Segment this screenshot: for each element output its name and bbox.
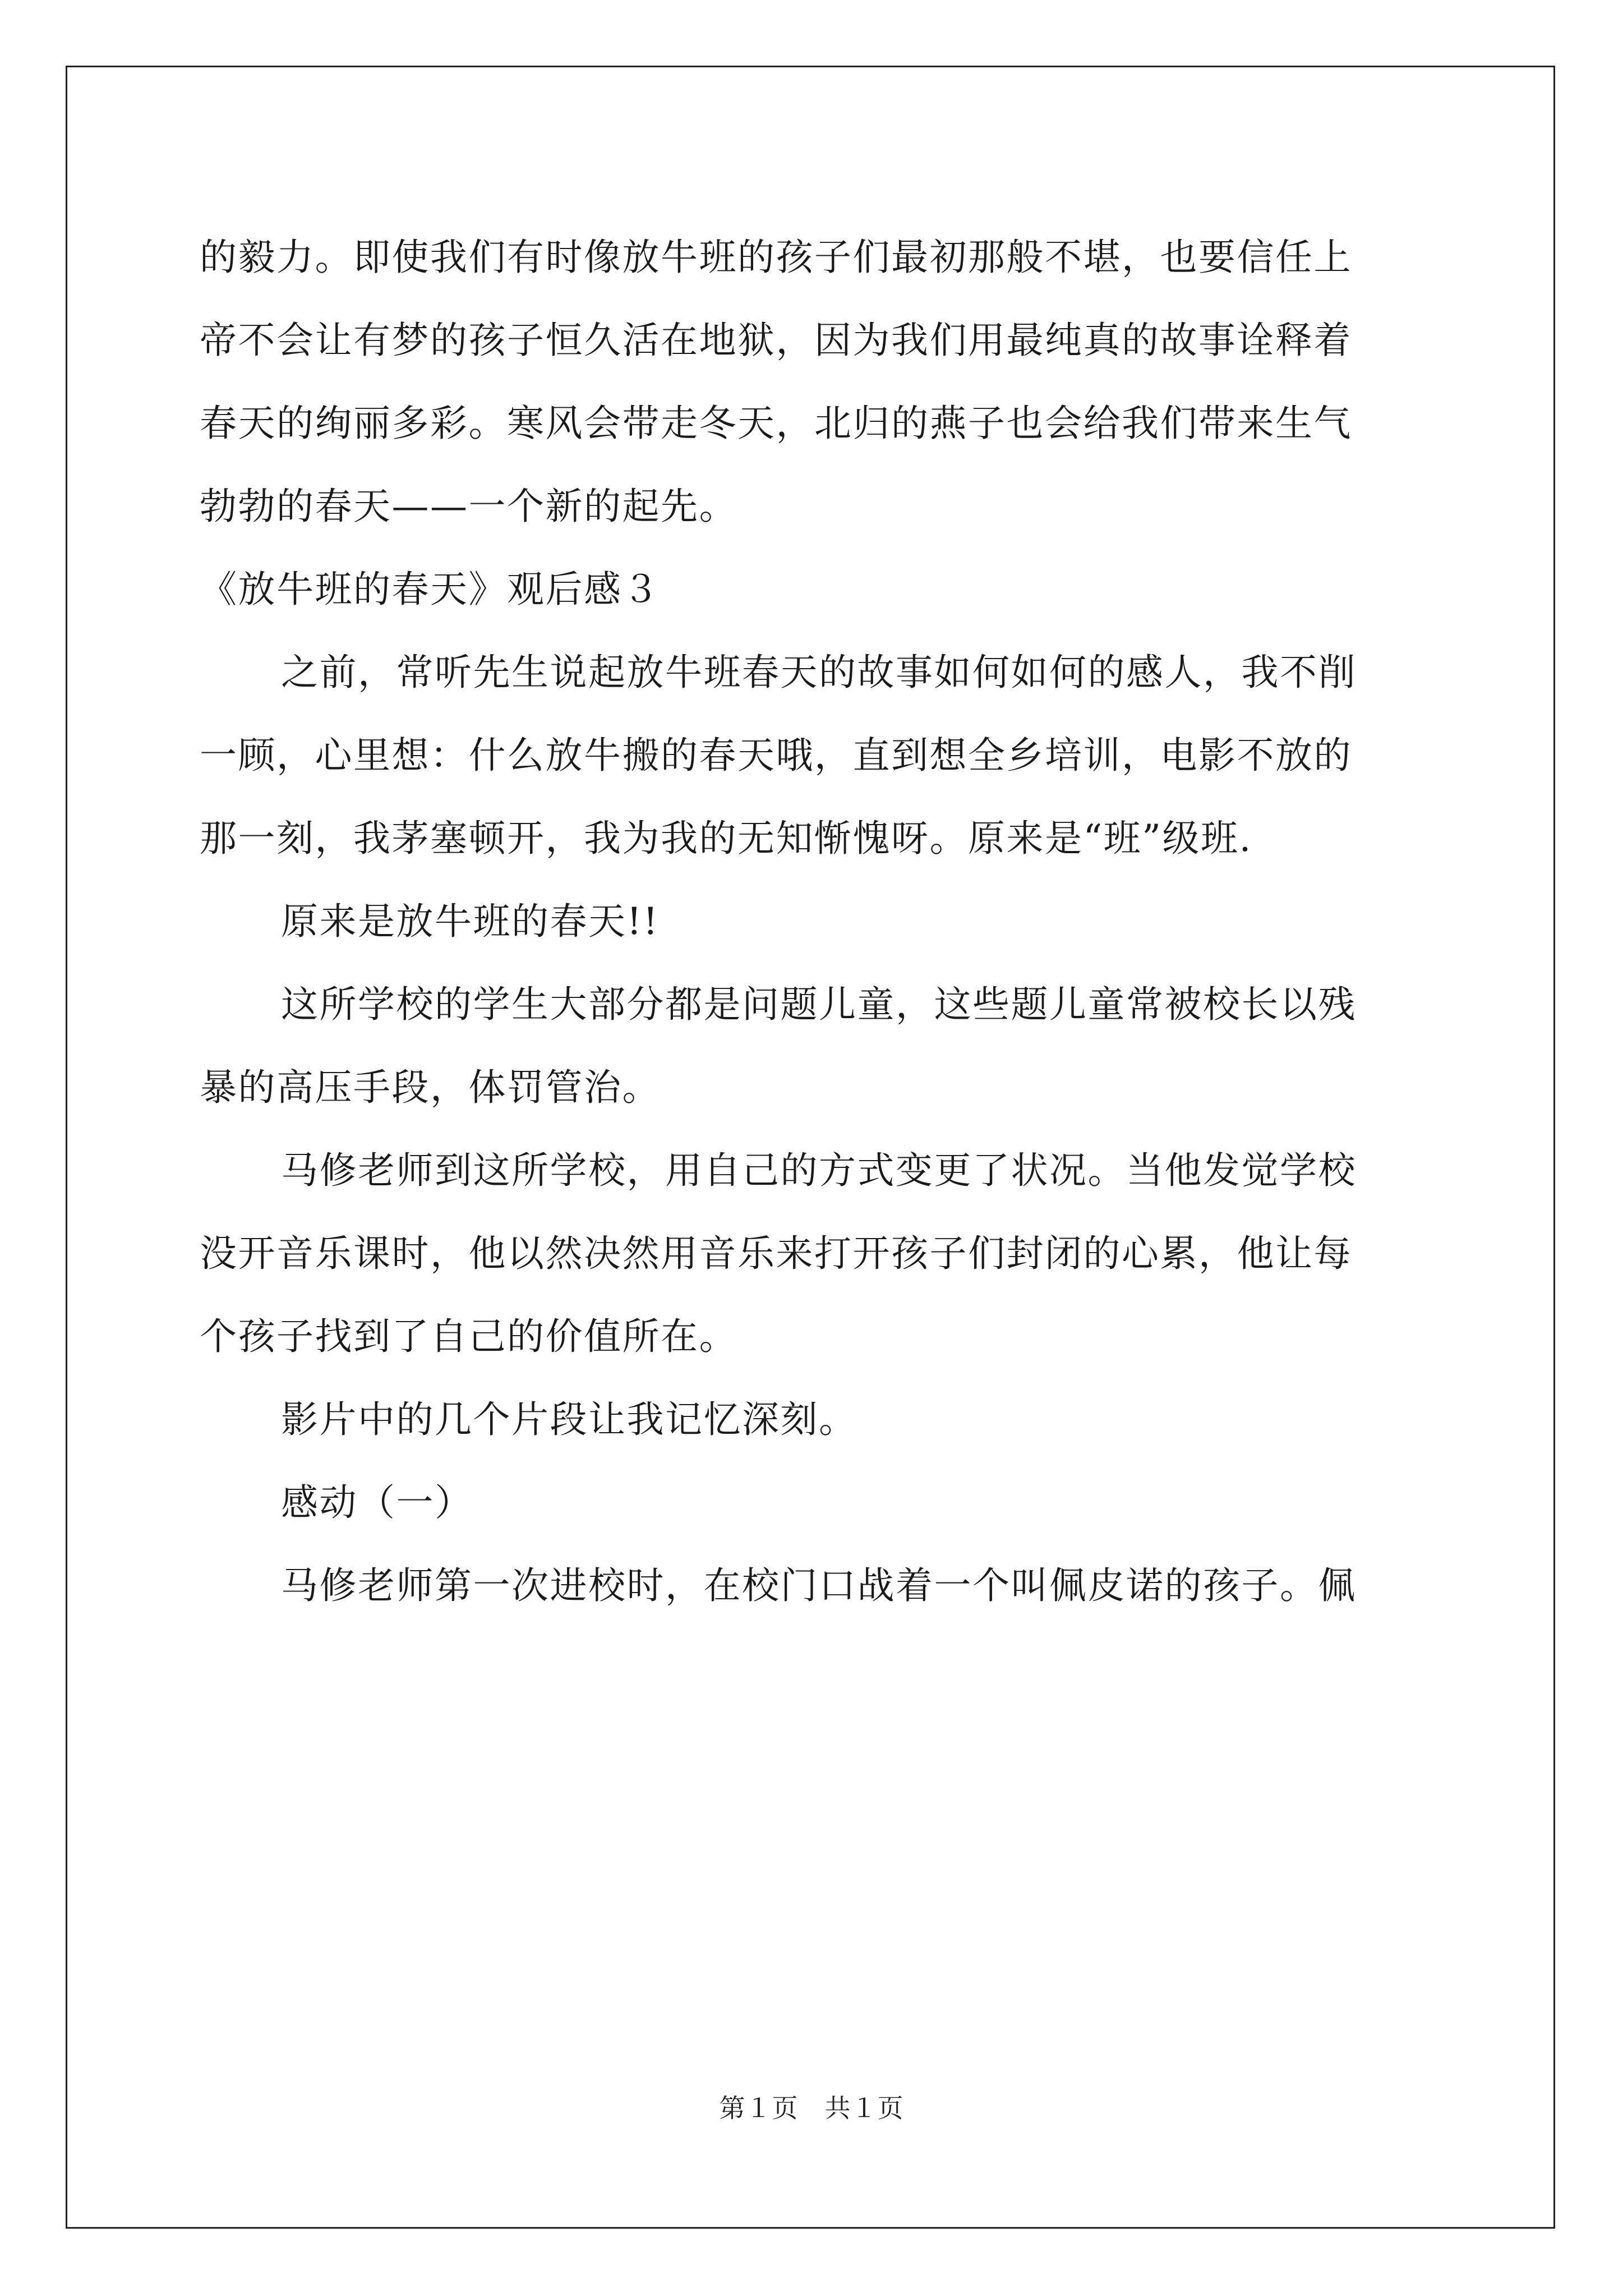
heading-text: 《放牛班的春天》观后感３ [200, 568, 661, 611]
document-body [200, 216, 1433, 1627]
text-line: 勃勃的春天——一个新的起先。 [200, 485, 737, 528]
paragraph [200, 963, 1433, 1129]
paragraph [200, 1129, 1433, 1378]
text-line: 春天的绚丽多彩。寒风会带走冬天，北归的燕子也会给我们带来生气 [200, 402, 1352, 445]
text-line: 帝不会让有梦的孩子恒久活在地狱，因为我们用最纯真的故事诠释着 [200, 319, 1352, 362]
page-number-footer: 第１页 共１页 [719, 2093, 904, 2123]
section-heading [200, 548, 1433, 631]
text-line: 那一刻，我茅塞顿开，我为我的无知惭愧呀。原来是“班”级班. [200, 817, 1252, 860]
text-line: 之前，常听先生说起放牛班春天的故事如何如何的感人，我不削 [281, 651, 1357, 694]
text-line: 的毅力。即使我们有时像放牛班的孩子们最初那般不堪，也要信任上 [200, 236, 1352, 279]
text-line: 个孩子找到了自己的价值所在。 [200, 1315, 737, 1358]
paragraph [200, 1544, 1433, 1627]
paragraph [200, 880, 1433, 963]
text-line: 没开音乐课时，他以然决然用音乐来打开孩子们封闭的心累，他让每 [200, 1232, 1352, 1275]
text-line: 感动（一） [281, 1481, 473, 1524]
text-line: 马修老师第一次进校时，在校门口战着一个叫佩皮诺的孩子。佩 [281, 1564, 1357, 1607]
paragraph [200, 1378, 1433, 1461]
paragraph-continued [200, 216, 1433, 548]
text-line: 暴的高压手段，体罚管治。 [200, 1066, 661, 1109]
text-line: 这所学校的学生大部分都是问题儿童，这些题儿童常被校长以残 [281, 983, 1357, 1026]
text-line: 影片中的几个片段让我记忆深刻。 [281, 1398, 857, 1441]
text-line: 原来是放牛班的春天!! [281, 900, 660, 943]
paragraph [200, 1461, 1433, 1544]
paragraph [200, 631, 1433, 880]
text-line: 一顾，心里想：什么放牛搬的春天哦，直到想全乡培训，电影不放的 [200, 734, 1352, 777]
text-line: 马修老师到这所学校，用自己的方式变更了状况。当他发觉学校 [281, 1149, 1357, 1192]
